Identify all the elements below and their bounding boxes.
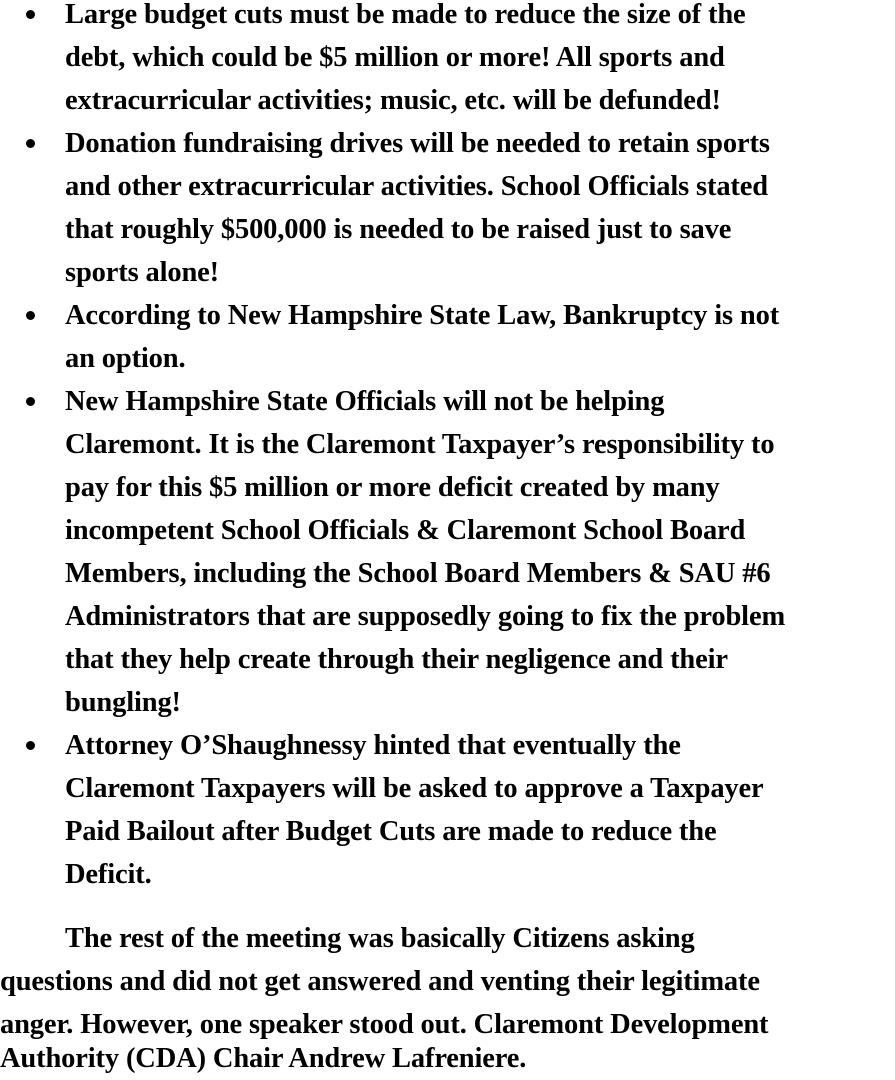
bullet-line: Attorney O’Shaughnessy hinted that eventually the bbox=[65, 730, 681, 761]
bullet-line: Paid Bailout after Budget Cuts are made to reduce the bbox=[65, 816, 717, 847]
bullet-icon bbox=[26, 10, 35, 19]
bullet-line: that they help create through their negligence and their bbox=[65, 644, 728, 675]
paragraph-line: anger. However, one speaker stood out. Claremont Development bbox=[0, 1009, 769, 1040]
paragraph-line: Authority (CDA) Chair Andrew Lafreniere. bbox=[0, 1043, 527, 1074]
bullet-icon bbox=[26, 397, 35, 406]
bullet-line: incompetent School Officials & Claremont School Board bbox=[65, 515, 746, 546]
paragraph-line: questions and did not get answered and venting their legitimate bbox=[0, 966, 760, 997]
bullet-line: pay for this $5 million or more deficit created by many bbox=[65, 472, 720, 503]
bullet-line: According to New Hampshire State Law, Bankruptcy is not bbox=[65, 300, 780, 331]
bullet-line: debt, which could be $5 million or more! All sports and bbox=[65, 42, 725, 73]
bullet-icon bbox=[26, 139, 35, 148]
bullet-line: Large budget cuts must be made to reduce the size of the bbox=[65, 0, 746, 30]
bullet-icon bbox=[26, 741, 35, 750]
bullet-line: Donation fundraising drives will be needed to retain sports bbox=[65, 128, 770, 159]
bullet-line: Claremont. It is the Claremont Taxpayer’s responsibility to bbox=[65, 429, 775, 460]
bullet-line: that roughly $500,000 is needed to be raised just to save bbox=[65, 214, 732, 245]
bullet-line: New Hampshire State Officials will not be helping bbox=[65, 386, 665, 417]
bullet-line: sports alone! bbox=[65, 257, 220, 288]
paragraph-line: The rest of the meeting was basically Citizens asking bbox=[65, 923, 695, 954]
bullet-line: Claremont Taxpayers will be asked to approve a Taxpayer bbox=[65, 773, 764, 804]
bullet-line: extracurricular activities; music, etc. will be defunded! bbox=[65, 85, 721, 116]
bullet-line: Members, including the School Board Members & SAU #6 bbox=[65, 558, 771, 589]
bullet-icon bbox=[26, 311, 35, 320]
bullet-line: an option. bbox=[65, 343, 186, 374]
bullet-line: and other extracurricular activities. School Officials stated bbox=[65, 171, 768, 202]
bullet-line: bungling! bbox=[65, 687, 181, 718]
bullet-line: Deficit. bbox=[65, 859, 152, 890]
bullet-line: Administrators that are supposedly going to fix the problem bbox=[65, 601, 786, 632]
